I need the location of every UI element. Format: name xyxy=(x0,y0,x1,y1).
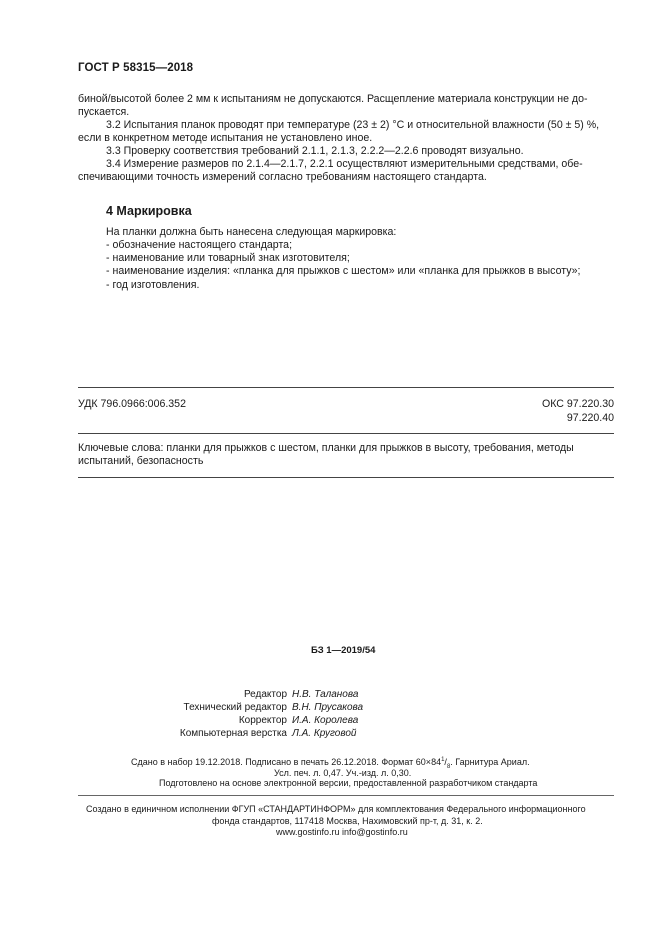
clause-3-2-line2: если в конкретном методе испытания не установлено иное. xyxy=(78,132,373,144)
keywords-line1: Ключевые слова: планки для прыжков с шестом, планки для прыжков в высоту, требования, методы xyxy=(78,442,574,454)
section-4-intro: На планки должна быть нанесена следующая маркировка: xyxy=(106,226,397,238)
paragraph-continued: биной/высотой более 2 мм к испытаниям не допускаются. Расщепление материала конструкции не до- xyxy=(78,93,588,105)
credit-role: Редактор xyxy=(243,689,287,700)
clause-3-3: 3.3 Проверку соответствия требований 2.1.1, 2.1.3, 2.2.2—2.2.6 проводят визуально. xyxy=(106,145,524,157)
divider-top xyxy=(78,387,614,388)
imprint-line2: Усл. печ. л. 0,47. Уч.-изд. л. 0,30. xyxy=(274,768,412,778)
divider-footer xyxy=(78,795,614,796)
clause-3-4-line2: спечивающими точность измерений согласно требованиям настоящего стандарта. xyxy=(78,171,487,183)
credit-role: Корректор xyxy=(238,715,287,726)
credit-role: Компьютерная верстка xyxy=(179,728,287,739)
divider-bottom xyxy=(78,477,614,478)
footer-line2: фонда стандартов, 117418 Москва, Нахимовский пр-т, д. 31, к. 2. xyxy=(212,816,483,826)
marking-list-item: - наименование или товарный знак изготовителя; xyxy=(106,252,350,264)
clause-3-2: 3.2 Испытания планок проводят при температуре (23 ± 2) °C и относительной влажности (50 ± 5) %, xyxy=(106,119,600,131)
oks-code-1: ОКС 97.220.30 xyxy=(541,398,614,410)
credit-name: В.Н. Прусакова xyxy=(292,702,364,713)
section-4-title: 4 Маркировка xyxy=(106,204,192,218)
oks-code-2: 97.220.40 xyxy=(566,412,614,424)
imprint-typeface: . Гарнитура Ариал. xyxy=(450,757,530,767)
udk-code: УДК 796.0966:006.352 xyxy=(78,398,186,410)
imprint-line3: Подготовлено на основе электронной версии, предоставленной разработчиком стандарта xyxy=(159,778,538,788)
bz-number: БЗ 1—2019/54 xyxy=(311,645,376,656)
footer-contacts: www.gostinfo.ru info@gostinfo.ru xyxy=(276,827,408,837)
keywords-line2: испытаний, безопасность xyxy=(78,455,204,467)
imprint-line1: Сдано в набор 19.12.2018. Подписано в печать 26.12.2018. Формат $60\times 84^1/_8$. Гарнитура Ариал. xyxy=(131,757,530,770)
divider-middle xyxy=(78,433,614,434)
marking-list-item: - обозначение настоящего стандарта; xyxy=(106,239,293,251)
credit-name: Н.В. Таланова xyxy=(292,689,359,700)
marking-list-item: - год изготовления. xyxy=(106,279,200,291)
credit-name: Л.А. Круговой xyxy=(292,728,357,739)
credit-name: И.А. Королева xyxy=(292,715,359,726)
marking-list-item: - наименование изделия: «планка для прыжков с шестом» или «планка для прыжков в высоту»; xyxy=(106,265,581,277)
format-fraction-numerator: 1 xyxy=(441,757,445,763)
document-header-id: ГОСТ Р 58315—2018 xyxy=(78,62,194,74)
imprint-dates-format: Сдано в набор 19.12.2018. Подписано в печать 26.12.2018. Формат 60×84 xyxy=(131,757,442,767)
clause-3-4: 3.4 Измерение размеров по 2.1.4—2.1.7, 2.2.1 осуществляют измерительными средствами, обе- xyxy=(106,158,583,170)
format-fraction-denominator: 8 xyxy=(446,763,451,770)
paragraph-continued-line2: пускается. xyxy=(78,106,130,118)
footer-line1: Создано в единичном исполнении ФГУП «СТАНДАРТИНФОРМ» для комплектования Федерального информационного xyxy=(86,804,586,814)
credit-role: Технический редактор xyxy=(183,702,287,713)
